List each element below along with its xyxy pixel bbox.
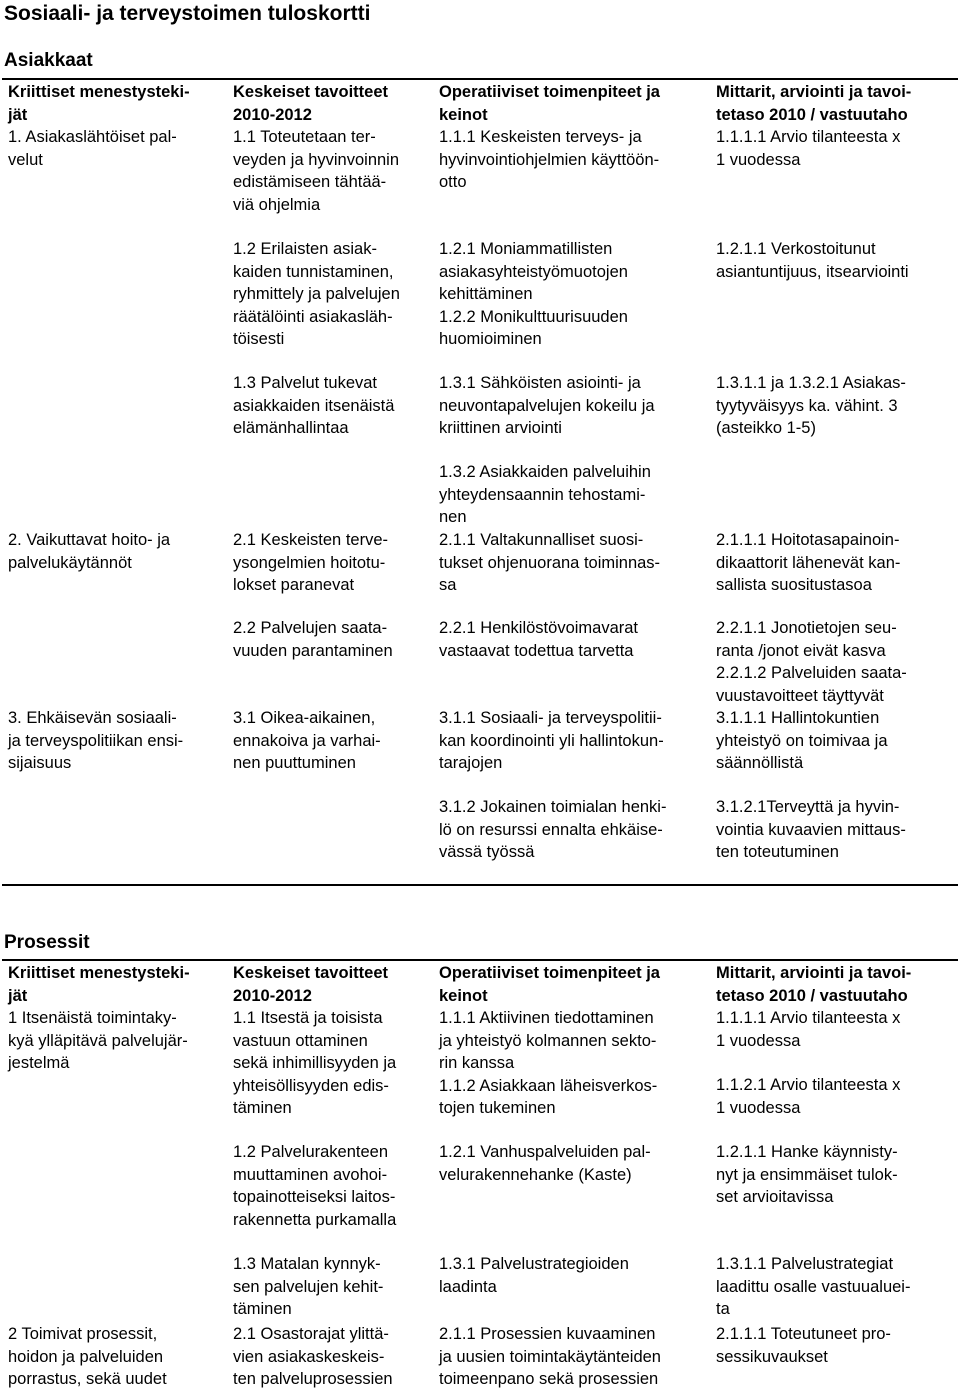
critical-factor-3: 3. Ehkäisevän sosiaali- ja terveyspolitiikan ensi- sijaisuus [8,709,184,772]
action-1-3-1: 1.3.1 Palvelustrategioiden laadinta [439,1255,629,1296]
metric-3-1-1-1: 3.1.1.1 Hallintokuntien yhteistyö on toimivaa ja säännöllistä [716,709,888,772]
critical-factor-2: 2 Toimivat prosessit, hoidon ja palveluiden porrastus, sekä uudet [8,1325,167,1388]
section-title-prosessit: Prosessit [4,932,90,953]
header-key-goals: Keskeiset tavoitteet 2010-2012 [233,83,388,124]
goal-1-1: 1.1 Itsestä ja toisista vastuun ottaminen sekä inhimillisyyden ja yhteisöllisyyden edis- täminen [233,1009,397,1117]
action-3-1-1: 3.1.1 Sosiaali- ja terveyspolitii- kan koordinointi yli hallintokun- tarajojen [439,709,664,772]
critical-factor-2: 2. Vaikuttavat hoito- ja palvelukäytännöt [8,531,171,572]
metric-1-3: 1.3.1.1 ja 1.3.2.1 Asiakas- tyytyväisyys ka. vähint. 3 (asteikko 1-5) [716,374,906,437]
goal-2-2: 2.2 Palvelujen saata- vuuden parantaminen [233,619,393,660]
goal-1-2: 1.2 Erilaisten asiak- kaiden tunnistaminen, ryhmittely ja palvelujen räätälöinti asiakasläh- töisesti [233,240,400,348]
action-1-3-2: 1.3.2 Asiakkaiden palveluihin yhteydensaannin tehostami- nen [439,463,651,526]
action-1-1: 1.1.1 Aktiivinen tiedottaminen ja yhteistyö kolmannen sekto- rin kanssa 1.1.2 Asiakkaan läheisverkos- tojen tukeminen [439,1009,658,1117]
goal-3-1: 3.1 Oikea-aikainen, ennakoiva ja varhai- nen puuttuminen [233,709,381,772]
metric-2-1-1-1: 2.1.1.1 Hoitotasapainoin- dikaattorit lähenevät kan- sallista suositustasoa [716,531,901,594]
header-critical-factors: Kriittiset menestysteki- jät [8,964,190,1005]
header-operative-actions: Operatiiviset toimenpiteet ja keinot [439,83,660,124]
metric-2-1-1-1: 2.1.1.1 Toteutuneet pro- sessikuvaukset [716,1325,891,1366]
metric-1-2-1-1: 1.2.1.1 Verkostoitunut asiantuntijuus, itsearviointi [716,240,909,281]
section-title-asiakkaat: Asiakkaat [4,50,93,71]
metric-1-1-2-1: 1.1.2.1 Arvio tilanteesta x 1 vuodessa [716,1076,901,1117]
action-1-2-1: 1.2.1 Vanhuspalveluiden pal- velurakennehanke (Kaste) [439,1143,651,1184]
goal-1-3: 1.3 Matalan kynnyk- sen palvelujen kehit- täminen [233,1255,384,1318]
goal-1-3: 1.3 Palvelut tukevat asiakkaiden itsenäistä elämänhallintaa [233,374,395,437]
header-metrics: Mittarit, arviointi ja tavoi- tetaso 2010 / vastuutaho [716,964,912,1005]
critical-factor-1: 1. Asiakaslähtöiset pal- velut [8,128,177,169]
action-2-1-1: 2.1.1 Valtakunnalliset suosi- tukset ohjenuorana toiminnas- sa [439,531,661,594]
metric-2-2: 2.2.1.1 Jonotietojen seu- ranta /jonot eivät kasva 2.2.1.2 Palveluiden saata- vuustavoitteet täyttyvät [716,619,907,705]
metric-1-1-1-1: 1.1.1.1 Arvio tilanteesta x 1 vuodessa [716,128,901,169]
header-metrics: Mittarit, arviointi ja tavoi- tetaso 2010 / vastuutaho [716,83,912,124]
action-2-2-1: 2.2.1 Henkilöstövoimavarat vastaavat todettua tarvetta [439,619,639,660]
goal-1-2: 1.2 Palvelurakenteen muuttaminen avohoi- topainotteiseksi laitos- rakennetta purkamalla [233,1143,397,1229]
metric-1-2-1-1: 1.2.1.1 Hanke käynnisty- nyt ja ensimmäiset tulok- set arvioitavissa [716,1143,898,1206]
metric-1-3-1-1: 1.3.1.1 Palvelustrategiat laadittu osalle vastuualuei- ta [716,1255,911,1318]
goal-2-1: 2.1 Keskeisten terve- ysongelmien hoitotu- lokset paranevat [233,531,388,594]
asiakkaat-table [2,78,958,886]
document-title: Sosiaali- ja terveystoimen tuloskortti [4,2,371,25]
action-1-3-1: 1.3.1 Sähköisten asiointi- ja neuvontapalvelujen kokeilu ja kriittinen arviointi [439,374,655,437]
metric-3-1-2-1: 3.1.2.1Terveyttä ja hyvin- vointia kuvaavien mittaus- ten toteutuminen [716,798,906,861]
goal-2-1: 2.1 Osastorajat ylittä- vien asiakaskeskeis- ten palveluprosessien [233,1325,393,1388]
critical-factor-1: 1 Itsenäistä toimintaky- kyä ylläpitävä palvelujär- jestelmä [8,1009,188,1072]
action-2-1-1: 2.1.1 Prosessien kuvaaminen ja uusien toimintakäytänteiden toimeenpano sekä prosessien [439,1325,661,1388]
header-key-goals: Keskeiset tavoitteet 2010-2012 [233,964,388,1005]
action-3-1-2: 3.1.2 Jokainen toimialan henki- lö on resurssi ennalta ehkäise- vässä työssä [439,798,667,861]
header-critical-factors: Kriittiset menestysteki- jät [8,83,190,124]
action-1-1-1: 1.1.1 Keskeisten terveys- ja hyvinvointiohjelmien käyttöön- otto [439,128,660,191]
metric-1-1-1-1: 1.1.1.1 Arvio tilanteesta x 1 vuodessa [716,1009,901,1050]
goal-1-1: 1.1 Toteutetaan ter- veyden ja hyvinvoinnin edistämiseen tähtää- viä ohjelmia [233,128,400,214]
header-operative-actions: Operatiiviset toimenpiteet ja keinot [439,964,660,1005]
action-1-2: 1.2.1 Moniammatillisten asiakasyhteistyömuotojen kehittäminen 1.2.2 Monikulttuurisuuden huomioiminen [439,240,628,348]
prosessit-table [2,959,958,1392]
